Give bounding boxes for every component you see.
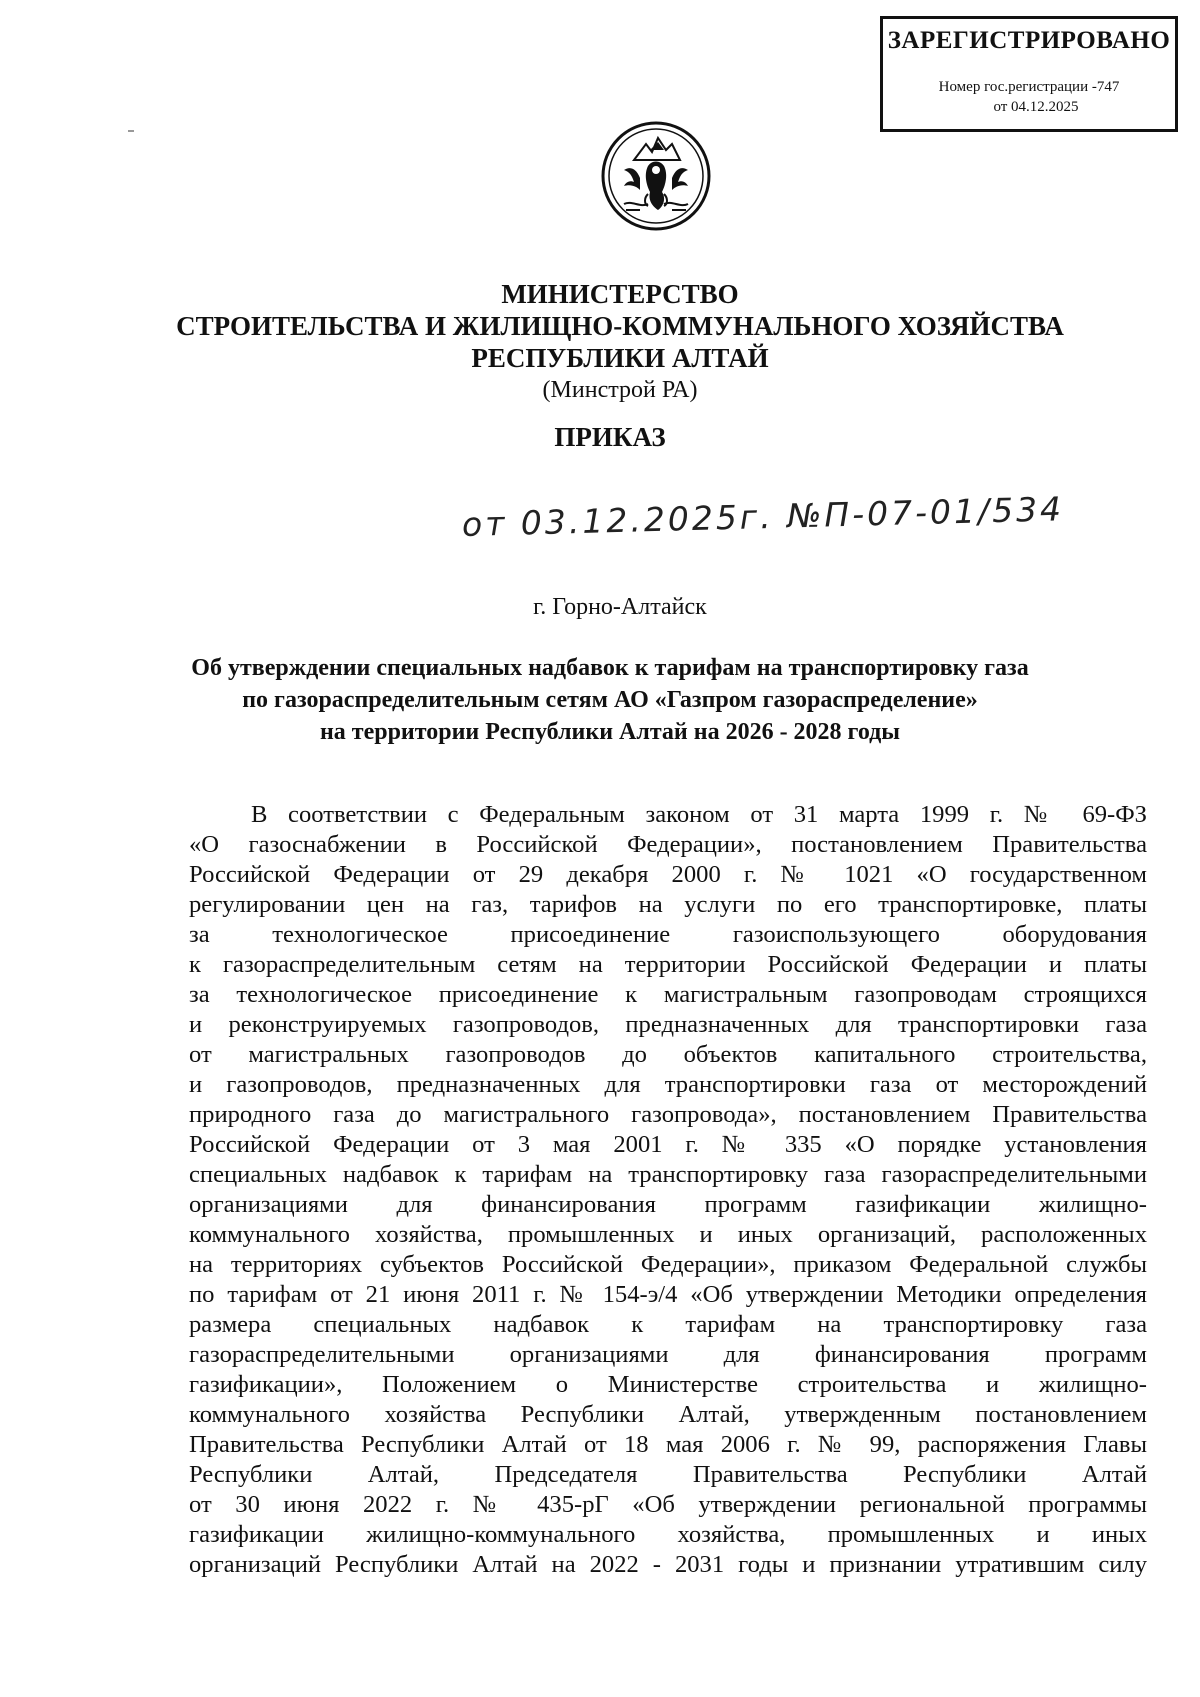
body-line: «О газоснабжении в Российской Федерации», постановлением Правительства [189, 831, 1147, 858]
body-line: от магистральных газопроводов до объектов капитального строительства, [189, 1041, 1147, 1068]
ministry-name [20, 278, 1200, 406]
registration-date: от 04.12.2025 [993, 99, 1079, 115]
body-line: коммунального хозяйства, промышленных и иных организаций, расположенных [189, 1221, 1147, 1248]
body-line: природного газа до магистрального газопровода», постановлением Правительства [189, 1101, 1147, 1128]
body-line: специальных надбавок к тарифам на транспортировку газа газораспределительными [189, 1161, 1147, 1188]
handwritten-order-date-number: от 03.12.2025г. №П-07-01/534 [461, 489, 1065, 544]
body-line: газификации», Положением о Министерстве строительства и жилищно- [189, 1371, 1147, 1398]
ministry-short-name: (Минстрой РА) [542, 377, 698, 403]
body-line: за технологическое присоединение к магистральным газопроводам строящихся [189, 981, 1147, 1008]
body-line: и реконструируемых газопроводов, предназначенных для транспортировки газа [189, 1011, 1147, 1038]
order-subject [10, 652, 1200, 748]
ministry-line-3: РЕСПУБЛИКИ АЛТАЙ [471, 343, 769, 373]
body-line: газораспределительными организациями для финансирования программ [189, 1341, 1147, 1368]
registration-number: Номер гос.регистрации -747 [938, 79, 1120, 95]
document-type: ПРИКАЗ [554, 422, 666, 452]
body-line: за технологическое присоединение газоиспользующего оборудования [189, 921, 1147, 948]
body-line: Российской Федерации от 3 мая 2001 г. № 335 «О порядке установления [189, 1131, 1147, 1158]
body-line: от 30 июня 2022 г. № 435-рГ «Об утверждении региональной программы [189, 1491, 1147, 1518]
subject-line-1: Об утверждении специальных надбавок к тарифам на транспортировку газа [191, 655, 1029, 681]
body-line: размера специальных надбавок к тарифам на транспортировку газа [189, 1311, 1147, 1338]
body-line: и газопроводов, предназначенных для транспортировки газа от месторождений [189, 1071, 1147, 1098]
body-line: Республики Алтай, Председателя Правительства Республики Алтай [189, 1461, 1147, 1488]
registration-stamp [880, 16, 1178, 132]
scan-mark [128, 130, 134, 132]
subject-line-3: на территории Республики Алтай на 2026 - 2028 годы [319, 719, 901, 745]
body-line: на территориях субъектов Российской Федерации», приказом Федеральной службы [189, 1251, 1147, 1278]
body-line: В соответствии с Федеральным законом от 31 марта 1999 г. № 69-ФЗ [251, 801, 1147, 828]
body-line: организациями для финансирования программ газификации жилищно- [189, 1191, 1147, 1218]
body-line: регулировании цен на газ, тарифов на услуги по его транспортировке, платы [189, 891, 1147, 918]
body-line: по тарифам от 21 июня 2011 г. № 154-э/4 «Об утверждении Методики определения [189, 1281, 1147, 1308]
city: г. Горно-Алтайск [533, 594, 707, 620]
body-line: газификации жилищно-коммунального хозяйства, промышленных и иных [189, 1521, 1147, 1548]
coat-of-arms-icon [600, 120, 712, 232]
body-line: коммунального хозяйства Республики Алтай, утвержденным постановлением [189, 1401, 1147, 1428]
body-line: к газораспределительным сетям на территории Российской Федерации и платы [189, 951, 1147, 978]
body-line: Правительства Республики Алтай от 18 мая 2006 г. № 99, распоряжения Главы [189, 1431, 1147, 1458]
subject-line-2: по газораспределительным сетям АО «Газпром газораспределение» [242, 687, 978, 713]
registration-title: ЗАРЕГИСТРИРОВАНО [887, 27, 1171, 54]
body-line: организаций Республики Алтай на 2022 - 2031 годы и признании утратившим силу [189, 1551, 1147, 1578]
ministry-line-1: МИНИСТЕРСТВО [501, 279, 739, 309]
ministry-line-2: СТРОИТЕЛЬСТВА И ЖИЛИЩНО-КОММУНАЛЬНОГО ХОЗЯЙСТВА [176, 311, 1064, 341]
body-paragraph [189, 800, 1147, 1580]
body-line: Российской Федерации от 29 декабря 2000 г. № 1021 «О государственном [189, 861, 1147, 888]
